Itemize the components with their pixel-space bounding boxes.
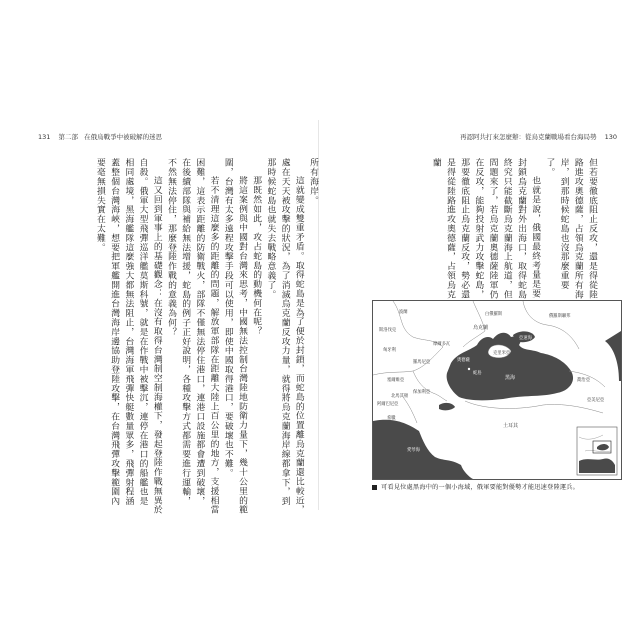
map-caption — [372, 482, 622, 491]
inset-locator-map — [577, 427, 617, 475]
left-chapter-label: 第二部 — [58, 133, 78, 141]
label-north-macedonia: 北馬其頓 — [391, 394, 409, 399]
right-running-header — [460, 132, 623, 141]
right-running-title: 再認阿共打來怎麼辦：從烏克蘭戰場看台海局勢 — [460, 133, 597, 141]
label-russia: 俄羅斯聯邦 — [549, 314, 571, 319]
right-page-number: 130 — [604, 133, 617, 141]
left-page — [28, 126, 328, 526]
label-odesa: 奧德薩 — [457, 358, 470, 363]
paragraph: 那既然如此，攻占蛇島的動機何在呢？ — [251, 175, 262, 336]
paragraph: 所有海岸。 — [308, 158, 318, 205]
left-running-header — [32, 132, 162, 141]
black-sea-map — [372, 300, 622, 480]
label-black-sea: 黑海 — [505, 375, 516, 381]
left-page-number: 131 — [38, 133, 51, 141]
label-bulgaria: 保加利亞 — [413, 390, 431, 395]
label-georgia: 喬治亞 — [577, 378, 590, 383]
left-body-text — [36, 158, 320, 515]
left-running-title: 在俄烏戰爭中被破解的迷思 — [84, 133, 163, 141]
paragraph: 也就是說，俄國最終考量是要封鎖烏克蘭對外出海口，取得蛇島終究只能截斷烏克蘭海上航道，但問題來了，若烏克蘭奧德薩陸軍仍在反攻，能夠投射武力攻擊蛇島，那要徹底阻止烏克蘭反攻，勢必還是得從陸路進攻奧德薩，占領烏克蘭 — [430, 158, 541, 299]
label-aegean: 愛琴海 — [407, 448, 420, 453]
label-belarus: 白俄羅斯 — [485, 312, 503, 317]
label-slovakia: 斯洛伐克 — [379, 328, 397, 333]
snake-island-marker — [468, 368, 470, 370]
label-serbia: 塞爾維亞 — [387, 378, 405, 383]
right-body-text — [377, 158, 599, 301]
label-poland: 波蘭 — [399, 310, 408, 315]
paragraph: 若不清理這麼多的距離的問題，解放軍部隊在距離大陸上百公里的地方，支援相當困難，這表示距離的防衛戰火，部隊不僅無法停住港口，連港口設施都會遭到破壞，在後續部隊與補給無法增援，蛇島的例子正好說明，各種攻擊方式都需要進行運輸，不然無法停住，那麼登陸作戰的意義為何？ — [165, 158, 219, 514]
paragraph: 但若要徹底阻止反攻，還是得從陸路進攻奧德薩，占領烏克蘭所有海岸，到那時候蛇島也沒那麼重要了。 — [544, 158, 597, 299]
label-armenia: 亞美尼亞 — [587, 398, 605, 403]
label-azov: 亞速海 — [519, 336, 532, 341]
paragraph: 這又回到軍事上的基礎觀念：在沒有取得台灣制空制海權下，發起登陸作戰無異於自殺。俄軍大型飛彈巡洋艦莫斯科號，就是在作戰中被擊沉，連停在港口的船艦也是相同處境，黑海艦隊這麼強大都無法阻止，台灣海軍飛彈快艇數量眾多，飛彈射程涵蓋整個台灣海峽，想要把軍艦開進台灣海岸邊協助登陸攻擊，在台灣飛彈攻擊範圍內要毫無損失實在太難。 — [94, 158, 162, 514]
label-turkey: 土耳其 — [503, 423, 519, 429]
label-albania: 阿爾巴尼亞 — [377, 402, 399, 407]
caption-text: 可看見位處黑海中的一個小海域，俄軍要能對優勢才能迅速登陸運兵。 — [381, 484, 580, 491]
label-snake-island: 蛇島 — [473, 371, 482, 376]
label-crimea: 克里米亞 — [493, 351, 511, 356]
caption-marker-icon — [372, 485, 377, 490]
label-ukraine: 烏克蘭 — [473, 325, 489, 331]
right-page — [327, 126, 627, 526]
label-moldova: 摩爾多瓦 — [433, 342, 451, 347]
paragraph: 將這案例與中國對台灣來思考，中國無法控制台灣陸地防衛力量下，幾十公里的範圍，台灣有太多遠程攻擊手段可以使用，即使中國取得港口，要破壞也不難。 — [222, 158, 247, 514]
label-romania: 羅馬尼亞 — [413, 360, 431, 365]
label-greece: 希臘 — [387, 416, 396, 421]
label-hungary: 匈牙利 — [383, 348, 396, 353]
paragraph: 這就變成雙重矛盾。取得蛇島是為了便於封鎖，而蛇島的位置離烏克蘭還比較近，處在天天被攻擊的狀況，為了消滅烏克蘭反攻力量，就得將烏克蘭海岸線都拿下，到那時候蛇島也就失去戰略意義了。 — [265, 158, 304, 514]
